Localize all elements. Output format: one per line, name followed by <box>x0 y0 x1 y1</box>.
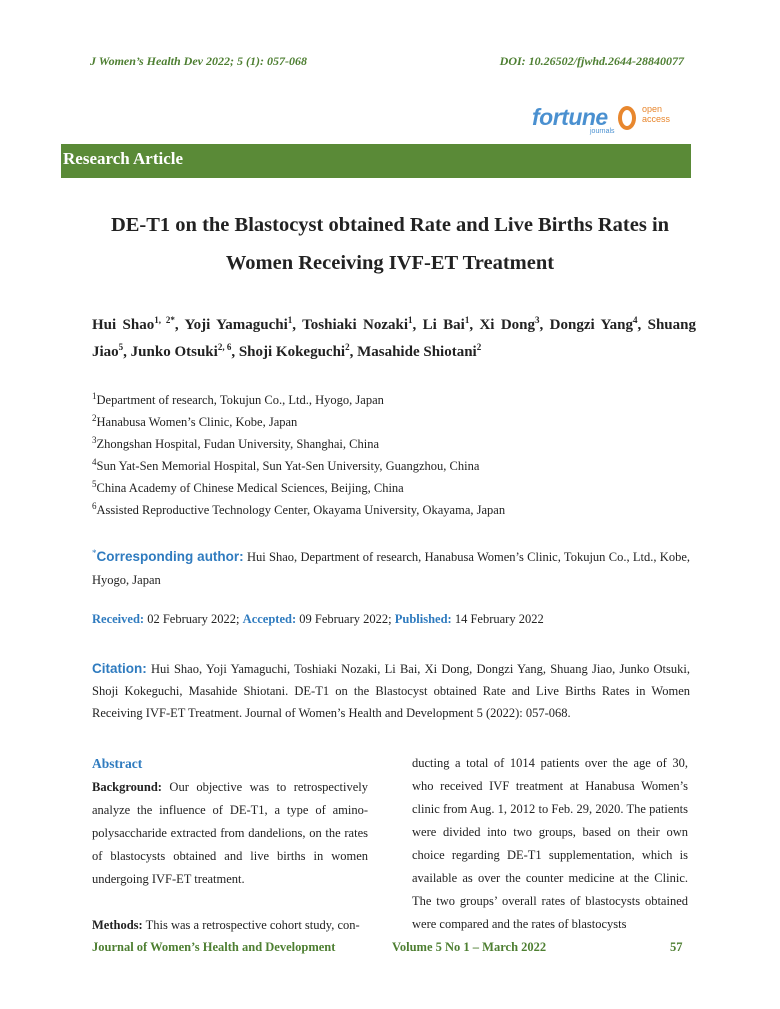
article-type-banner <box>61 144 691 178</box>
affiliation-list <box>92 389 696 521</box>
author <box>92 317 175 333</box>
published-date: 14 February 2022 <box>454 612 544 626</box>
footer-journal: Journal of Women’s Health and Development <box>92 940 336 954</box>
affiliation <box>92 411 696 433</box>
background-label: Background: <box>92 780 162 794</box>
author-name: Shuang Jiao <box>92 317 696 360</box>
author-affiliation-mark: 1 <box>287 315 293 325</box>
published-label: Published: <box>394 612 452 626</box>
logo-word: fortune <box>532 104 608 130</box>
author <box>550 317 638 333</box>
fortune-journals-logo <box>532 100 682 136</box>
title-line-2: Women Receiving IVF-ET Treatment <box>225 252 555 274</box>
author-name: Junko Otsuki <box>130 344 218 360</box>
logo-access: access <box>642 114 671 124</box>
affiliation-text: China Academy of Chinese Medical Sciences, Beijing, China <box>96 481 404 495</box>
author-affiliation-mark: 2 <box>345 342 350 352</box>
doi[interactable]: DOI: 10.26502/fjwhd.2644-28840077 <box>499 54 684 68</box>
accepted-label: Accepted: <box>242 612 297 626</box>
author <box>357 344 481 360</box>
citation <box>92 658 690 724</box>
methods-paragraph <box>92 914 368 937</box>
title-line-1: DE-T1 on the Blastocyst obtained Rate and Live Births Rates in <box>110 214 670 236</box>
accepted-date: 09 February 2022; <box>299 612 392 626</box>
author <box>131 344 232 360</box>
corresponding-mark: * <box>92 547 97 558</box>
author-affiliation-mark: 1 <box>464 315 470 325</box>
affiliation-text: Sun Yat-Sen Memorial Hospital, Sun Yat-Sen University, Guangzhou, China <box>96 459 480 473</box>
author <box>239 344 350 360</box>
author-name: Toshiaki Nozaki <box>302 317 408 333</box>
affiliation-number: 5 <box>92 478 97 489</box>
received-label: Received: <box>92 612 145 626</box>
affiliation <box>92 455 696 477</box>
corresponding-label: Corresponding author: <box>96 549 244 564</box>
author-name: Xi Dong <box>479 317 536 333</box>
affiliation-text: Hanabusa Women’s Clinic, Kobe, Japan <box>96 415 298 429</box>
logo-open: open <box>642 104 663 114</box>
background-paragraph <box>92 776 368 891</box>
author-affiliation-mark: 2 <box>476 342 482 352</box>
author <box>479 317 539 333</box>
publication-dates <box>92 612 692 627</box>
open-access-label <box>642 104 670 124</box>
received-date: 02 February 2022; <box>147 612 240 626</box>
author-list: Hui Shao$^{1, 2*}$, Yoji Yamaguchi$^1$, Toshiaki Nozaki$^1$, Li Bai$^1$, Xi Dong$^3$, Dongzi Yang$^4$, Shuang Jiao$^5$, Junko Otsuki$^{2, 6}$, Shoji Kokeguchi$^2$, Masahide Shiotani$^2$ <box>92 315 696 360</box>
journal-reference: J Women’s Health Dev 2022; 5 (1): 057-068 <box>90 54 307 68</box>
affiliation <box>92 499 696 521</box>
affiliation-text: Assisted Reproductive Technology Center, Okayama University, Okayama, Japan <box>96 503 506 517</box>
background-text: Our objective was to retrospectively analyze the influence of DE-T1, a type of amino-polysaccharide extracted from dandelions, on the rates of blastocysts obtained and live births in women undergoing IVF-ET treatment. <box>92 780 368 886</box>
article-type-label: Research Article <box>63 149 184 168</box>
citation-text: Hui Shao, Yoji Yamaguchi, Toshiaki Nozaki, Li Bai, Xi Dong, Dongzi Yang, Shuang Jiao, Junko Otsuki, Shoji Kokeguchi, Masahide Shiotani. DE-T1 on the Blastocyst obtained Rate and Live Births Rates in Women Receiving IVF-ET Treatment. Journal of Women’s Health and Development 5 (2022): 057-068. <box>92 662 690 720</box>
author-name: Masahide Shiotani <box>357 344 477 360</box>
citation-label: Citation: <box>92 661 147 676</box>
author-affiliation-mark: 4 <box>633 315 638 325</box>
logo-sub: journals <box>590 128 615 135</box>
methods-text: This was a retrospective cohort study, con- <box>145 918 360 932</box>
author-name: Dongzi Yang <box>549 317 633 333</box>
affiliation-text: Zhongshan Hospital, Fudan University, Shanghai, China <box>96 437 379 451</box>
article-title <box>80 206 700 282</box>
affiliation <box>92 477 696 499</box>
author-affiliation-mark: 1 <box>408 315 413 325</box>
affiliation-number: 2 <box>92 412 97 423</box>
affiliation-number: 3 <box>92 434 97 445</box>
author-affiliation-mark: 3 <box>535 315 540 325</box>
abstract-left-column <box>92 752 368 937</box>
author <box>302 317 412 333</box>
corresponding-text: Hui Shao, Department of research, Hanabusa Women’s Clinic, Tokujun Co., Ltd., Kobe, Hyogo, Japan <box>92 550 690 587</box>
affiliation-number: 1 <box>92 390 97 401</box>
author-name: Shoji Kokeguchi <box>238 344 346 360</box>
affiliation-text: Department of research, Tokujun Co., Ltd., Hyogo, Japan <box>96 393 384 407</box>
affiliation-number: 4 <box>92 456 97 467</box>
page-number: 57 <box>670 940 683 954</box>
author-affiliation-mark: 2, 6 <box>217 342 232 352</box>
author-affiliation-mark: 5 <box>118 342 124 352</box>
author-affiliation-mark: 1, 2* <box>154 315 175 325</box>
affiliation <box>92 389 696 411</box>
affiliation-number: 6 <box>92 500 97 511</box>
author-name: Hui Shao <box>92 317 155 333</box>
affiliation <box>92 433 696 455</box>
author-name: Yoji Yamaguchi <box>184 317 288 333</box>
corresponding-author <box>92 545 690 592</box>
methods-label: Methods: <box>92 918 143 932</box>
open-access-icon <box>618 106 636 130</box>
footer-volume: Volume 5 No 1 – March 2022 <box>392 940 547 954</box>
author-name: Li Bai <box>422 317 465 333</box>
abstract-right-column: ducting a total of 1014 patients over the age of 30, who received IVF treatment at Hanabusa Women’s clinic from Aug. 1, 2012 to Feb. 29, 2020. The patients were divided into two groups, based on their own choice regarding DE-T1 supplementation, which is available as over the counter medicine at the Clinic. The two groups’ overall rates of blastocysts obtained were compared and the rates of blastocysts <box>412 756 688 931</box>
author <box>184 317 292 333</box>
author <box>423 317 470 333</box>
abstract-heading: Abstract <box>92 756 143 771</box>
